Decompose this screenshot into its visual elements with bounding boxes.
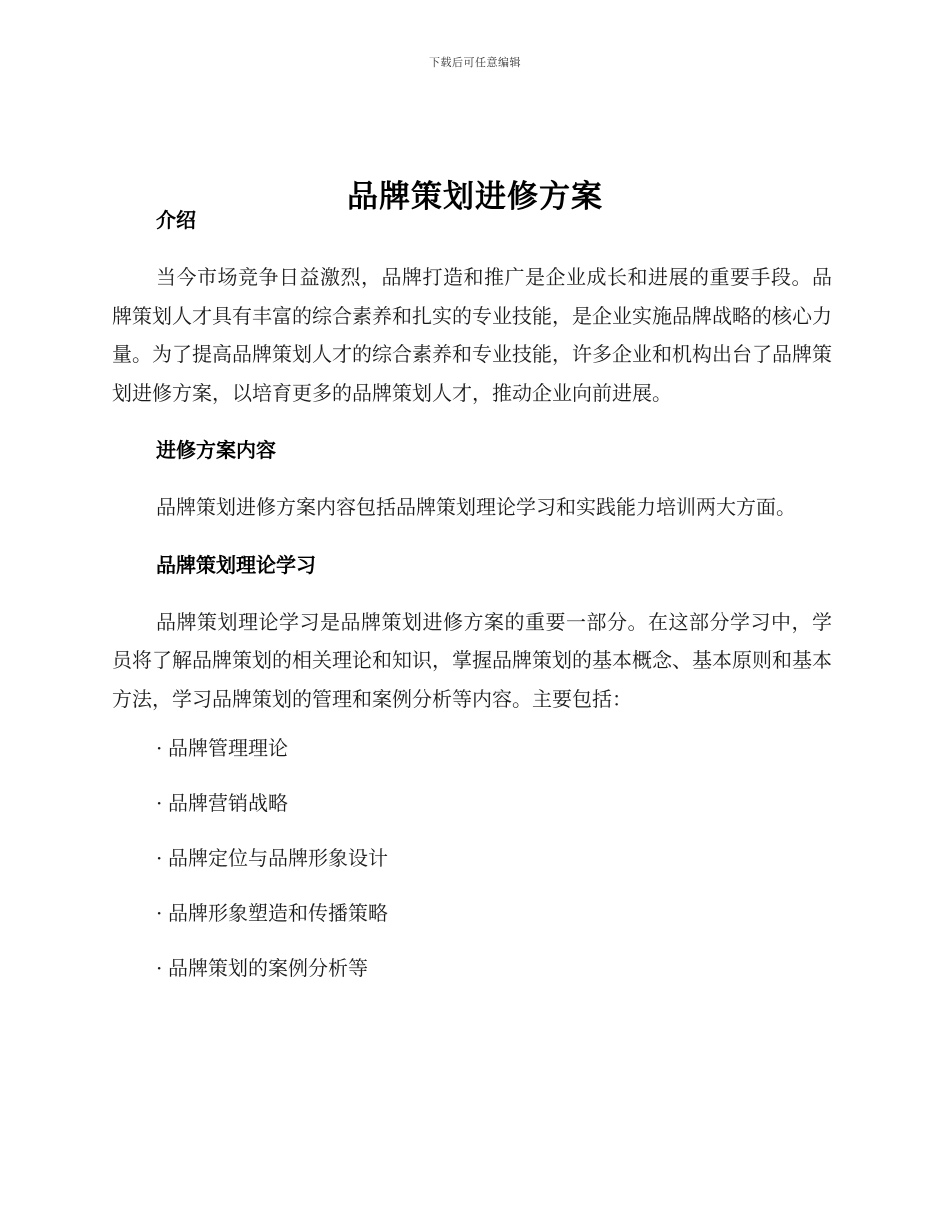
section-heading-plan-content: 进修方案内容 [156,438,276,462]
list-item-text: 品牌管理理论 [168,736,288,760]
bullet-dot: · [156,736,163,760]
list-item [112,730,832,766]
list-item [112,895,832,931]
list-item [112,950,832,986]
document-body [112,202,832,1005]
paragraph-theory: 品牌策划理论学习是品牌策划进修方案的重要一部分。在这部分学习中，学员将了解品牌策划的相关理论和知识，掌握品牌策划的基本概念、基本原则和基本方法，学习品牌策划的管理和案例分析等内容。主要包括： [112,609,832,711]
document-title: 品牌策划进修方案 [347,178,603,215]
list-item-text: 品牌营销战略 [168,791,288,815]
list-item [112,785,832,821]
list-item [112,840,832,876]
list-item-text: 品牌定位与品牌形象设计 [168,846,388,870]
paragraph-plan-content: 品牌策划进修方案内容包括品牌策划理论学习和实践能力培训两大方面。 [156,495,796,519]
theory-bullet-list [112,730,832,986]
paragraph-intro: 当今市场竞争日益激烈，品牌打造和推广是企业成长和进展的重要手段。品牌策划人才具有丰富的综合素养和扎实的专业技能，是企业实施品牌战略的核心力量。为了提高品牌策划人才的综合素养和专业技能，许多企业和机构出台了品牌策划进修方案，以培育更多的品牌策划人才，推动企业向前进展。 [112,265,832,405]
bullet-dot: · [156,901,163,925]
section-heading-theory: 品牌策划理论学习 [156,552,316,577]
bullet-dot: · [156,846,163,870]
bullet-dot: · [156,791,163,815]
page-header-note: 下载后可任意编辑 [429,56,521,69]
list-item-text: 品牌形象塑造和传播策略 [168,901,388,925]
section-heading-intro: 介绍 [156,208,196,232]
list-item-text: 品牌策划的案例分析等 [168,956,368,980]
bullet-dot: · [156,956,163,980]
